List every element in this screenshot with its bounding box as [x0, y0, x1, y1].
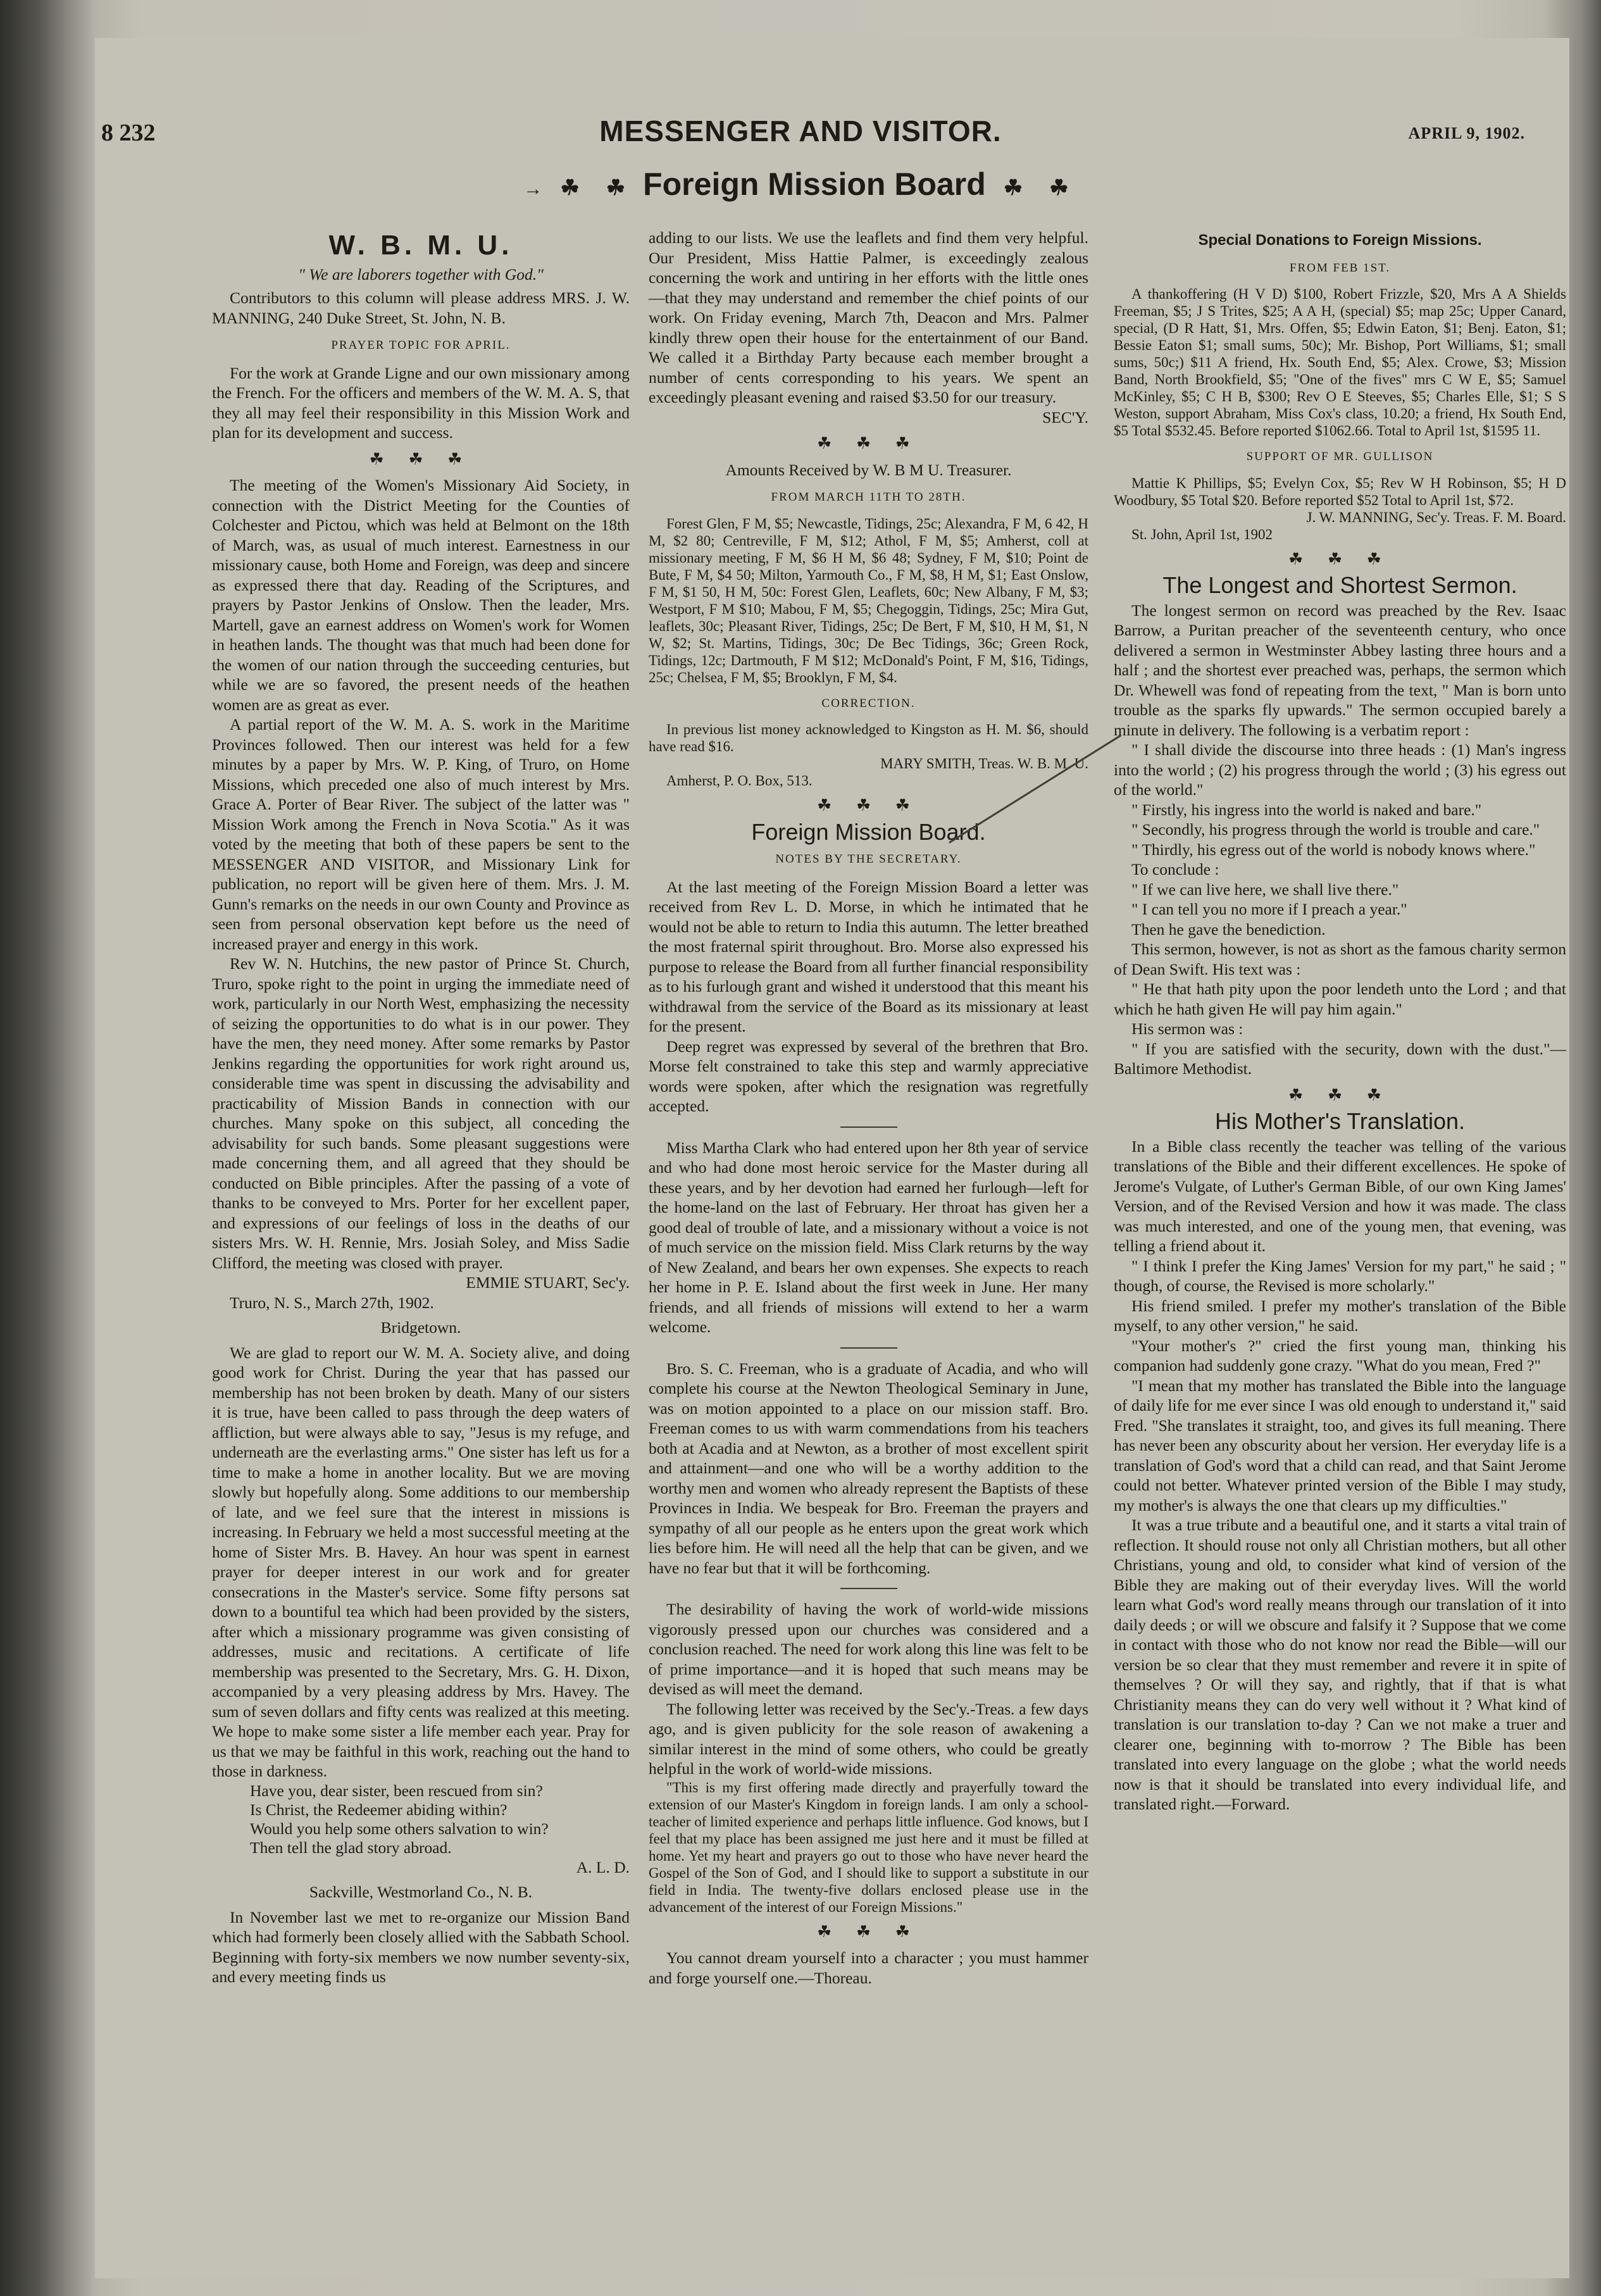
amounts-list: Forest Glen, F M, $5; Newcastle, Tidings, 25c; Alexandra, F M, 6 42, H M, $2 80; Centreville, F M, $12; Athol, F M, $5; Amherst, coll at missionary meeting, F M, $6 H M, $6 48; Sydney, F M, $10; Point de Bute, F M, $4 50; Milton, Yarmouth Co., F M, $8, H M, $1; East Onslow, F M, $1 50, H M, 50c: Forest Glen, Leaflets, 60c; New Albany, F M, $3; Westport, F M $10; Mabou, F M, $5; Chegoggin, Tidings, 25c; Mira Gut, leaflets, 30c; Pleasant River, Tidings, 25c; De Bert, F M, $10, H M, $1, N W, $2; St. Martins, Tidings, 30c; De Bec Tidings, 36c; Green Rock, Tidings, 12c; Dartmouth, F M $12; McDonald's Point, F M, $16, Tidings, 25c; Chelsea, F M, $5; Brooklyn, F M, $4. [649, 515, 1088, 685]
amounts-title: Amounts Received by W. B M U. Treasurer. [725, 460, 1012, 479]
column-1 [212, 228, 630, 1987]
ornament-stars: ☘ ☘ ☘ [817, 796, 920, 814]
motto: " We are laborers together with God." [298, 265, 544, 284]
poem-line: Is Christ, the Redeemer abiding within? [250, 1800, 508, 1819]
ornament-stars: ☘ ☘ ☘ [817, 1922, 920, 1941]
ornament-stars: ☘ ☘ ☘ [817, 434, 920, 452]
correction-heading: CORRECTION. [821, 696, 916, 710]
special-donations-title: Special Donations to Foreign Missions. [1198, 232, 1482, 249]
poem [250, 1781, 630, 1857]
wbmu-title: W. B. M. U. [328, 230, 513, 261]
fmb-title: Foreign Mission Board. [751, 818, 986, 845]
paragraph: " He that hath pity upon the poor lendeth unto the Lord ; and that which he hath given He will pay him again." [1114, 980, 1566, 1018]
paragraph: At the last meeting of the Foreign Mission Board a letter was received from Rev L. D. Morse, in which he intimated that he would not be able to return to India this autumn. The letter breathed the most fraternal spirit throughout. Bro. Morse also expressed his purpose to release the Board from all further financial responsibility as to his furlough grant and wished it understood that this meant his withdrawal from the service of the Board as its missionary at least for the present. [649, 877, 1088, 1035]
paragraph: The desirability of having the work of world-wide missions vigorously pressed upon our churches was considered and a conclusion reached. The need for work along this line was felt to be of prime importance—and it is hoped that such means may be devised as will meet the demand. [649, 1600, 1088, 1698]
signature: J. W. MANNING, Sec'y. Treas. F. M. Board. [1306, 509, 1566, 525]
paragraph: The meeting of the Women's Missionary Aid Society, in connection with the District Meeting for the Counties of Colchester and Pictou, which was held at Belmont on the 18th of March, was, as usual of much interest. Earnestness in our missionary cause, both Home and Foreign, was deep and sincere as expressed there that day. Reading of the Scriptures, and prayers by Pastor Jenkins of Onslow. Then the leader, Mrs. Martell, gave an earnest address on Women's work for Women in heathen lands. The thought was that much had been done for the women of our nation through the succeeding centuries, but while we are so favored, the present needs of the heathen women are as great as ever. [212, 476, 630, 714]
prayer-text: For the work at Grande Ligne and our own missionary among the French. For the officers and members of the W. M. A. S, that they all may feel their responsibility in this Mission Work and plan for its development and success. [212, 363, 630, 442]
column-2 [649, 228, 1088, 1988]
paragraph: " Thirdly, his egress out of the world is nobody knows where." [1131, 840, 1536, 859]
paragraph: His friend smiled. I prefer my mother's translation of the Bible myself, to any other version," he said. [1114, 1296, 1566, 1335]
paragraph: The following letter was received by the Sec'y.-Treas. a few days ago, and is given publicity for the sole reason of awakening a similar interest in the mind of some others, who could be greatly helpful in the work of world-wide missions. [649, 1699, 1088, 1778]
correction-text: In previous list money acknowledged to Kingston as H. M. $6, should have read $16. [649, 721, 1088, 754]
sermon-title: The Longest and Shortest Sermon. [1162, 572, 1517, 598]
paragraph: " If you are satisfied with the security, down with the dust."—Baltimore Methodist. [1114, 1039, 1566, 1078]
paragraph: This sermon, however, is not as short as the famous charity sermon of Dean Swift. His text was : [1114, 940, 1566, 978]
leaf-ornament-icon: ☘ [1049, 176, 1069, 200]
arrow-mark-icon: → [523, 178, 543, 199]
section-title: Foreign Mission Board [643, 166, 986, 202]
leaf-ornament-icon: ☘ [560, 176, 580, 200]
leaf-ornament-icon: ☘ [606, 176, 626, 200]
paragraph: Miss Martha Clark who had entered upon her 8th year of service and who had done most heroic service for the Master during all these years, and by her devotion had earned her furlough—left for the home-land on the last of February. Her throat has given her a good deal of trouble of late, and a missionary without a voice is not of much service on the mission field. Miss Clark returns by the way of New Zealand, and bears her own expenses. She expects to reach her home in P. E. Island about the first week in June. Her many friends, and all friends of missions will extend to her a warm welcome. [649, 1138, 1088, 1336]
page-number: 8 232 [101, 120, 156, 146]
poem-line: Then tell the glad story abroad. [250, 1838, 452, 1857]
special-donations-from: FROM FEB 1ST. [1289, 261, 1391, 275]
paragraph: In a Bible class recently the teacher was telling of the various translations of the Bible and their different excellences. He spoke of Jerome's Vulgate, of Luther's German Bible, of our own King James' Version, and of the Revised Version and how it was made. The class was much interested, and one of the young men, that evening, was telling a friend about it. [1114, 1137, 1566, 1255]
paragraph: We are glad to report our W. M. A. Society alive, and doing good work for Christ. During the year that has passed our membership has not been broken by death. Many of our sisters it is true, have been called to pass through the deep waters of affliction, but were always able to say, "Jesus is my refuge, and underneath are the everlasting arms." One sister has left us for a time to make a home in another locality. But we are moving slowly but hopefully along. Some additions to our membership of late, and we feel sure that the interest in missions is increasing. In February we held a most successful meeting at the home of Sister Mrs. B. Havey. An hour was spent in earnest prayer for deeper interest in our work and for greater consecrations in the Master's service. Some fifty persons sat down to a bountiful tea which had been provided by the sisters, after which a missionary programme was given consisting of addresses, music and recitations. A certificate of life membership was presented to the Secretary, Mrs. G. H. Dixon, accompanied by a very pleasing address by Mrs. Havey. The sum of seven dollars and fifty cents was realized at this meeting. We hope to make some sister a life member each year. Pray for us that we may be faithful in this work, reaching out the hand to those in darkness. [212, 1343, 630, 1780]
signature: A. L. D. [576, 1857, 630, 1876]
paragraph: " Secondly, his progress through the world is trouble and care." [1131, 820, 1540, 839]
support-list: Mattie K Phillips, $5; Evelyn Cox, $5; Rev W H Robinson, $5; H D Woodbury, $5 Total $20. Before reported $52 Total to April 1st, $72. [1114, 475, 1566, 508]
subheading-bridgetown: Bridgetown. [380, 1318, 461, 1337]
paragraph: " I think I prefer the King James' Version for my part," he said ; " though, of course, the Revised is more scholarly." [1114, 1256, 1566, 1295]
special-donations-list: A thankoffering (H V D) $100, Robert Frizzle, $20, Mrs A A Shields Freeman, $5; J S Trites, $25; A A H, (special) $5; map 25c; Upper Canard, special, (D R Hatt, $1, Mrs. Offen, $5; Edwin Eaton, $1; Benj. Eaton, $1; Bessie Eaton $1; small sums, 50c); Mr. Bishop, Port Williams, $1; small sums, 50c;) $11 A friend, Hx. South End, $5; Alex. Crowe, $3; Mission Band, North Brookfield, $5; "One of the fives" mrs C W E, $5; Samuel McKinley, $5; C H B, $300; Rev O E Steeves, $5; Charles Elle, $1; S S Weston, support Abraham, Miss Cox's class, 10.20; a friend, Hx South End, $5 Total $532.45. Before reported $1062.66. Total to April 1st, $1595 11. [1114, 286, 1566, 439]
paragraph: "Your mother's ?" cried the first young man, thinking his companion had suddenly gone crazy. "What do you mean, Fred ?" [1114, 1336, 1566, 1375]
section-banner [0, 166, 1601, 203]
letter-quote: "This is my first offering made directly and prayerfully toward the extension of our Master's Kingdom in foreign lands. I am only a school-teacher of limited experience and perhaps little influence. God knows, but I feel that my place has been assigned me just here and it must be filled at home. Yet my heart and prayers go out to those who have never heard the Gospel of the Son of God, and I should like to support a substitute in our field in India. The twenty-five dollars enclosed please use in the advancement of the interest of our Foreign Missions." [649, 1779, 1088, 1915]
fmb-subtitle: NOTES BY THE SECRETARY. [775, 852, 962, 866]
thoreau-quote: You cannot dream yourself into a character ; you must hammer and forge yourself one.—Thoreau. [649, 1949, 1088, 1987]
paragraph: "I mean that my mother has translated the Bible into the language of daily life for me ever since I was old enough to understand it," said Fred. "She translates it straight, too, and gives its full meaning. There has never been any obscurity about her version. Her everyday life is a translation of God's word that a child can read, and that Saint Jerome could not better. Whatever printed version of the Bible I may study, my mother's is always the one that clears up my difficulties." [1114, 1376, 1566, 1514]
paragraph: His sermon was : [1131, 1020, 1243, 1038]
paragraph: " Firstly, his ingress into the world is naked and bare." [1131, 800, 1482, 819]
masthead: MESSENGER AND VISITOR. [599, 115, 1002, 147]
ornament-stars: ☘ ☘ ☘ [369, 449, 473, 468]
place-date: St. John, April 1st, 1902 [1131, 526, 1273, 542]
divider [840, 1588, 897, 1589]
paragraph: Bro. S. C. Freeman, who is a graduate of Acadia, and who will complete his course at the Newton Theological Seminary in June, was on motion appointed to a place on our mission staff. Bro. Freeman comes to us with warm commendations from his teachers both at Acadia and at Newton, as a brother of most excellent spirit and attainment—and one who will be a worthy addition to the worthy men and women who already represent the Baptists of these Provinces in India. We bespeak for Bro. Freeman the prayers and sympathy of all our people as he enters upon the great work which lies before him. He will need all the help that can be given, and we have no fear but that it will be forthcoming. [649, 1359, 1088, 1577]
paragraph: In November last we met to re-organize our Mission Band which had formerly been closely allied with the Sabbath School. Beginning with forty-six members we now number seventy-six, and every meeting finds us [212, 1907, 630, 1986]
paragraph: To conclude : [1131, 860, 1219, 878]
paragraph: The longest sermon on record was preached by the Rev. Isaac Barrow, a Puritan preacher of the seventeenth century, who once delivered a sermon in Westminster Abbey lasting three hours and a half ; and the shortest ever preached was, perhaps, the sermon which Dr. Whewell was fond of repeating from the text, " Man is born unto trouble as the sparks fly upwards." The sermon occupied barely a minute in delivery. The following is a verbatim report : [1114, 601, 1566, 739]
place-date: Amherst, P. O. Box, 513. [666, 773, 813, 789]
column-3 [1114, 228, 1566, 1814]
signature: MARY SMITH, Treas. W. B. M. U. [880, 756, 1088, 771]
ornament-stars: ☘ ☘ ☘ [1288, 1085, 1392, 1104]
paragraph: " I shall divide the discourse into three heads : (1) Man's ingress into the world ; (2) his progress through the world ; (3) his egress out of the world." [1114, 740, 1566, 799]
paragraph: Rev W. N. Hutchins, the new pastor of Prince St. Church, Truro, spoke right to the point in urging the immediate need of work, particularly in our North West, emphasizing the necessity of seizing the opportunities to do what is in our power. They have the men, they need money. After some remarks by Pastor Jenkins regarding the opportunities for work right around us, considerable time was spent in discussing the advisability and practicability of Mission Bands in connection with our churches. Many spoke on this subject, all conceding the advisability for such bands. Some pleasant suggestions were made concerning them, and all agreed that they should be conducted on Bible principles. After the passing of a vote of thanks to be conveyed to Mrs. Porter for her excellent paper, and expressions of our feelings of loss in the deaths of our sisters Mrs. W. H. Rennie, Mrs. Josiah Soley, and Miss Sadie Clifford, the meeting was closed with prayer. [212, 954, 630, 1272]
prayer-heading: PRAYER TOPIC FOR APRIL. [331, 339, 511, 352]
divider [840, 1126, 897, 1128]
paragraph: adding to our lists. We use the leaflets and find them very helpful. Our President, Miss Hattie Palmer, is exceedingly zealous concerning the work and untiring in her efforts with the little ones—that they may understand and remember the chief points of our work. On Friday evening, March 7th, Deacon and Mrs. Palmer kindly threw open their house for the entertainment of our Band. We called it a Birthday Party because each member brought a number of cents corresponding to his years. We spent an exceedingly pleasant evening and raised $3.50 for our treasury. [649, 228, 1088, 406]
ornament-stars: ☘ ☘ ☘ [1288, 549, 1392, 568]
poem-line: Would you help some others salvation to win? [250, 1819, 549, 1838]
paragraph: Then he gave the benediction. [1131, 920, 1326, 939]
contributors-note: Contributors to this column will please address MRS. J. W. MANNING, 240 Duke Street, St. John, N. B. [212, 289, 630, 327]
poem-line: Have you, dear sister, been rescued from sin? [250, 1781, 543, 1800]
mother-title: His Mother's Translation. [1214, 1108, 1465, 1134]
paragraph: Deep regret was expressed by several of the brethren that Bro. Morse felt constrained to take this step and warmly appreciative words were spoken, after which the resignation was regretfully accepted. [649, 1037, 1088, 1115]
issue-date: APRIL 9, 1902. [1408, 124, 1525, 142]
subheading-sackville: Sackville, Westmorland Co., N. B. [309, 1883, 533, 1901]
signature: SEC'Y. [1042, 408, 1088, 427]
paragraph: It was a true tribute and a beautiful one, and it starts a vital train of reflection. It should rouse not only all Christian mothers, but all other Christians, young and old, to consider what kind of version of the Bible they are making out of their everyday lives. Will the world learn what God's word really means through our translation of it into daily deeds ; or will we obscure and falsify it ? Suppose that we come in contact with those who do not know nor read the Bible—will our version be so clear that they must remember and revere it in spite of themselves ? Or will they say, and rightly, that if that is what Christianity means they can do very well without it ? What kind of translation is our translation to-day ? Can we not make a truer and clearer one, beginning with to-morrow ? The Bible has been translated into every language on the globe ; what the world needs now is that it should be translated into every individual life, and translated right.—Forward. [1114, 1516, 1566, 1813]
paragraph: " I can tell you no more if I preach a year." [1131, 900, 1407, 918]
support-heading: SUPPORT OF MR. GULLISON [1246, 450, 1434, 463]
amounts-range: FROM MARCH 11TH TO 28TH. [771, 490, 966, 504]
paragraph: " If we can live here, we shall live there." [1131, 880, 1399, 899]
leaf-ornament-icon: ☘ [1003, 176, 1023, 200]
paragraph: A partial report of the W. M. A. S. work in the Maritime Provinces followed. Then our interest was held for a few minutes by a paper by Mrs. W. P. King, of Truro, on Home Missions, which preceded one also of much interest by Mrs. Grace A. Porter of Bear River. The subject of the latter was " Mission Work among the French in Nova Scotia." As it was voted by the meeting that both of these papers be sent to the MESSENGER AND VISITOR, and Missionary Link for publication, no report will be given here of them. Mrs. J. M. Gunn's remarks on the needs in our own County and Province as seen from personal observation kept before us the need of increased prayer and energy in this work. [212, 715, 630, 953]
signature: EMMIE STUART, Sec'y. [466, 1273, 630, 1292]
place-date: Truro, N. S., March 27th, 1902. [230, 1293, 434, 1312]
divider [840, 1347, 897, 1349]
